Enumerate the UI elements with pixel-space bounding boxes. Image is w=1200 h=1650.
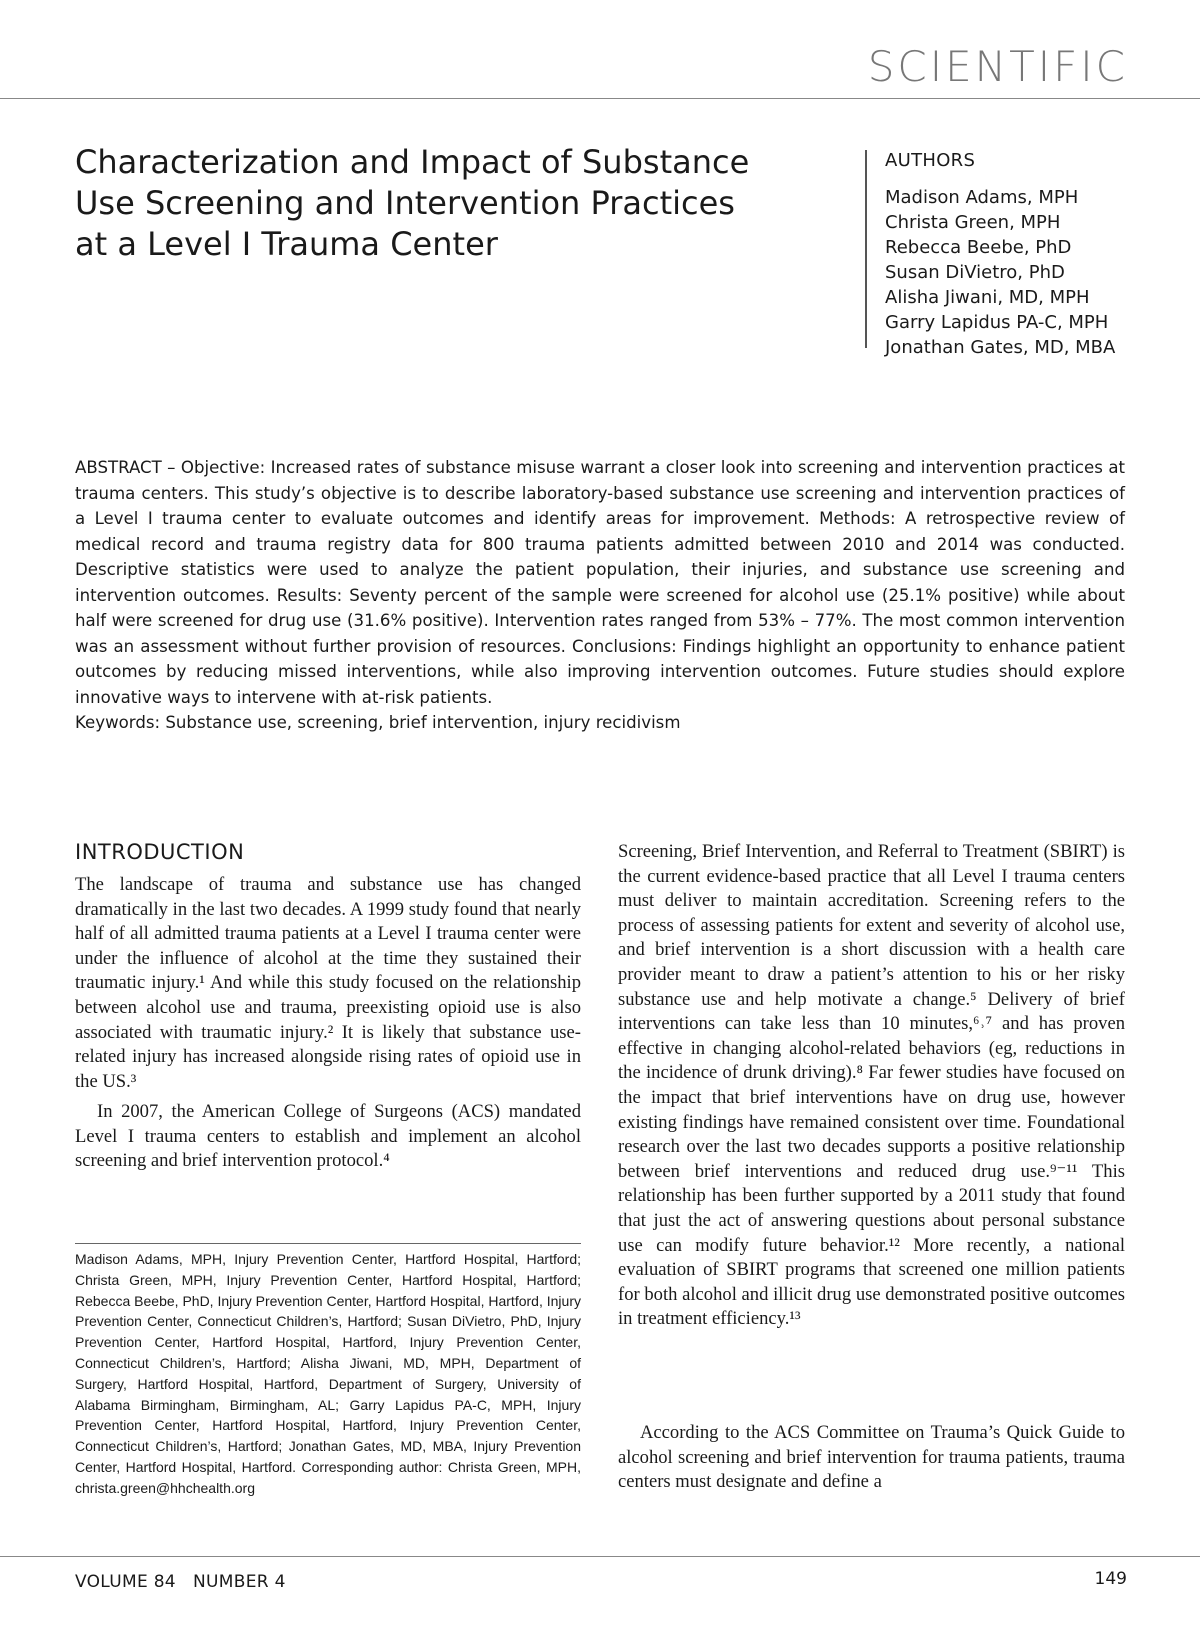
author-name: Garry Lapidus PA-C, MPH xyxy=(885,312,1109,333)
author-name: Alisha Jiwani, MD, MPH xyxy=(885,287,1090,308)
body-paragraph: Screening, Brief Intervention, and Referral to Treatment (SBIRT) is the current evidence-based practice that all Level I trauma centers must deliver to maintain accreditation. Screening refers to the process of assessing patients for extent and severity of alcohol use, and brief intervention is a short discussion with a health care provider meant to draw a patient’s attention to his or her risky substance use and help motivate a change.⁵ Delivery of brief interventions can take less than 10 minutes,⁶˒⁷ and has proven effective in changing alcohol-related behaviors (eg, reductions in the incidence of drunk driving).⁸ Far fewer studies have focused on the impact that brief interventions have on drug use, however existing findings have remained consistent over time. Foundational research over the last two decades supports a positive relationship between brief interventions and reduced drug use.⁹⁻¹¹ This relationship has been further supported by a 2011 study that found that just the act of answering questions about personal substance use can modify future behavior.¹² More recently, a national evaluation of SBIRT programs that screened one million patients for both alcohol and illicit drug use demonstrated positive outcomes in treatment efficiency.¹³ xyxy=(618,841,1125,1330)
author-name: Jonathan Gates, MD, MBA xyxy=(885,337,1116,358)
authors-heading: AUTHORS xyxy=(885,150,976,171)
authors-block xyxy=(865,150,1155,358)
keywords: Keywords: Substance use, screening, brief intervention, injury recidivism xyxy=(75,713,681,732)
author-list xyxy=(885,185,1155,360)
article-title: Characterization and Impact of Substance Use Screening and Intervention Practices at a Level I Trauma Center xyxy=(75,143,750,263)
introduction-heading: INTRODUCTION xyxy=(75,840,245,864)
page-number: 149 xyxy=(1094,1569,1127,1589)
author-name: Christa Green, MPH xyxy=(885,212,1061,233)
author-name: Madison Adams, MPH xyxy=(885,187,1079,208)
body-paragraph: In 2007, the American College of Surgeons (ACS) mandated Level I trauma centers to establish and implement an alcohol screening and brief intervention protocol.⁴ xyxy=(75,1101,581,1172)
footnote-divider xyxy=(75,1243,581,1244)
abstract: ABSTRACT – Objective: Increased rates of substance misuse warrant a closer look into screening and intervention practices at trauma centers. This study’s objective is to describe laboratory-based substance use screening and intervention practices of a Level I trauma center to evaluate outcomes and identify areas for improvement. Methods: A retrospective review of medical record and trauma registry data for 800 trauma patients admitted between 2010 and 2014 was conducted. Descriptive statistics were used to analyze the patient population, their injuries, and substance use screening and intervention outcomes. Results: Seventy percent of the sample were screened for alcohol use (25.1% positive) while about half were screened for drug use (31.6% positive). Intervention rates ranged from 53% – 77%. The most common intervention was an assessment without further provision of resources. Conclusions: Findings highlight an opportunity to enhance patient outcomes by reducing missed interventions, while also improving intervention outcomes. Future studies should explore innovative ways to intervene with at-risk patients. xyxy=(75,458,1125,707)
footer-divider xyxy=(0,1556,1200,1557)
body-paragraph: The landscape of trauma and substance use has changed dramatically in the last two decades. A 1999 study found that nearly half of all admitted trauma patients at a Level I trauma center were under the influence of alcohol at the time they sustained their traumatic injury.¹ And while this study focused on the relationship between alcohol use and trauma, preexisting opioid use is also associated with traumatic injury.² It is likely that substance use-related injury has increased alongside rising rates of opioid use in the US.³ xyxy=(75,874,581,1092)
author-name: Rebecca Beebe, PhD xyxy=(885,237,1072,258)
author-name: Susan DiVietro, PhD xyxy=(885,262,1065,283)
body-paragraph: According to the ACS Committee on Trauma’s Quick Guide to alcohol screening and brief intervention for trauma patients, trauma centers must designate and define a xyxy=(618,1422,1125,1493)
section-label: SCIENTIFIC xyxy=(867,42,1128,91)
header-divider xyxy=(0,98,1200,99)
author-affiliations-footnote: Madison Adams, MPH, Injury Prevention Center, Hartford Hospital, Hartford; Christa Green, MPH, Injury Prevention Center, Hartford Hospital, Hartford; Rebecca Beebe, PhD, Injury Prevention Center, Hartford Hospital, Hartford, Injury Prevention Center, Connecticut Children’s, Hartford; Susan DiVietro, PhD, Injury Prevention Center, Hartford Hospital, Hartford, Injury Prevention Center, Connecticut Children’s, Hartford; Alisha Jiwani, MD, MPH, Department of Surgery, Hartford Hospital, Hartford, Department of Surgery, University of Alabama Birmingham, Birmingham, AL; Garry Lapidus PA-C, MPH, Injury Prevention Center, Hartford Hospital, Hartford, Injury Prevention Center, Connecticut Children’s, Hartford; Jonathan Gates, MD, MBA, Injury Prevention Center, Hartford Hospital, Hartford. Corresponding author: Christa Green, MPH, christa.green@hhchealth.org xyxy=(75,1251,581,1496)
volume-issue-label: VOLUME 84 NUMBER 4 xyxy=(75,1572,286,1592)
